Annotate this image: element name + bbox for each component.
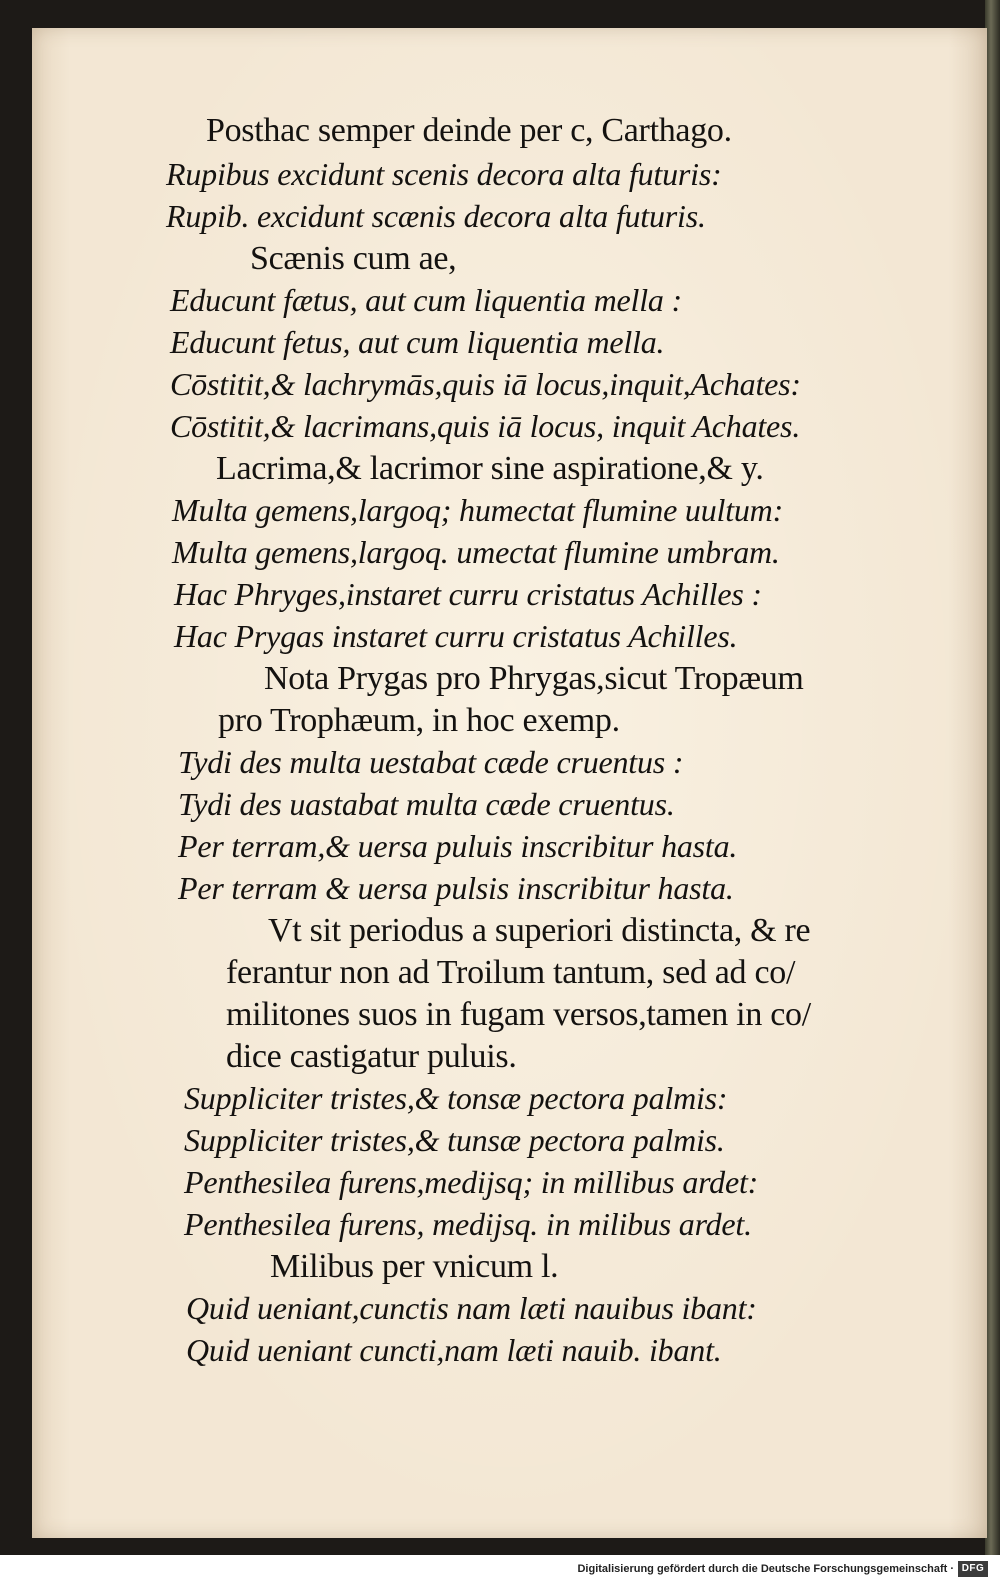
dfg-logo: DFG bbox=[958, 1561, 988, 1577]
text-line: Cōstitit,& lachrymās,quis iā locus,inquit,Achates: bbox=[170, 366, 801, 402]
book-edge bbox=[985, 0, 1000, 1555]
text-line: Quid ueniant cuncti,nam læti nauib. ibant. bbox=[186, 1332, 722, 1368]
text-line: Lacrima,& lacrimor sine aspiratione,& y. bbox=[216, 450, 764, 487]
text-line: Tydi des uastabat multa cæde cruentus. bbox=[178, 786, 675, 822]
text-line: Nota Prygas pro Phrygas,sicut Tropæum bbox=[264, 660, 804, 697]
text-line: Vt sit periodus a superiori distincta, & re bbox=[268, 912, 811, 949]
text-line: Milibus per vnicum l. bbox=[270, 1248, 559, 1285]
text-line: Penthesilea furens,medijsq; in millibus ardet: bbox=[184, 1164, 759, 1200]
funding-credit: Digitalisierung gefördert durch die Deutsche Forschungsgemeinschaft · bbox=[577, 1563, 954, 1575]
text-line: Multa gemens,largoq. umectat flumine umbram. bbox=[172, 534, 780, 570]
text-line: Rupibus excidunt scenis decora alta futuris: bbox=[166, 156, 722, 192]
text-line: Hac Phryges,instaret curru cristatus Achilles : bbox=[174, 576, 762, 612]
text-line: Hac Prygas instaret curru cristatus Achilles. bbox=[174, 618, 738, 654]
text-line: Educunt fetus, aut cum liquentia mella. bbox=[170, 324, 665, 360]
text-line: Per terram & uersa pulsis inscribitur hasta. bbox=[178, 870, 734, 906]
text-line: Tydi des multa uestabat cæde cruentus : bbox=[178, 744, 684, 780]
text-line: militones suos in fugam versos,tamen in co/ bbox=[226, 996, 811, 1033]
text-line: ferantur non ad Troilum tantum, sed ad co/ bbox=[226, 954, 796, 991]
text-line: Penthesilea furens, medijsq. in milibus ardet. bbox=[184, 1206, 752, 1242]
text-line: Suppliciter tristes,& tunsæ pectora palmis. bbox=[184, 1122, 725, 1158]
text-line: Multa gemens,largoq; humectat flumine uultum: bbox=[172, 492, 784, 528]
text-line: Educunt fætus, aut cum liquentia mella : bbox=[170, 282, 682, 318]
book-page bbox=[32, 28, 987, 1538]
text-line: dice castigatur puluis. bbox=[226, 1038, 517, 1075]
text-line: Rupib. excidunt scænis decora alta futuris. bbox=[166, 198, 706, 234]
text-line: Cōstitit,& lacrimans,quis iā locus, inquit Achates. bbox=[170, 408, 801, 444]
text-line: pro Trophæum, in hoc exemp. bbox=[218, 702, 620, 739]
text-line: Scænis cum ae, bbox=[250, 240, 457, 277]
text-line: Quid ueniant,cunctis nam læti nauibus ibant: bbox=[186, 1290, 757, 1326]
text-line: Posthac semper deinde per c, Carthago. bbox=[206, 112, 732, 149]
text-line: Per terram,& uersa puluis inscribitur hasta. bbox=[178, 828, 738, 864]
text-line: Suppliciter tristes,& tonsæ pectora palmis: bbox=[184, 1080, 728, 1116]
